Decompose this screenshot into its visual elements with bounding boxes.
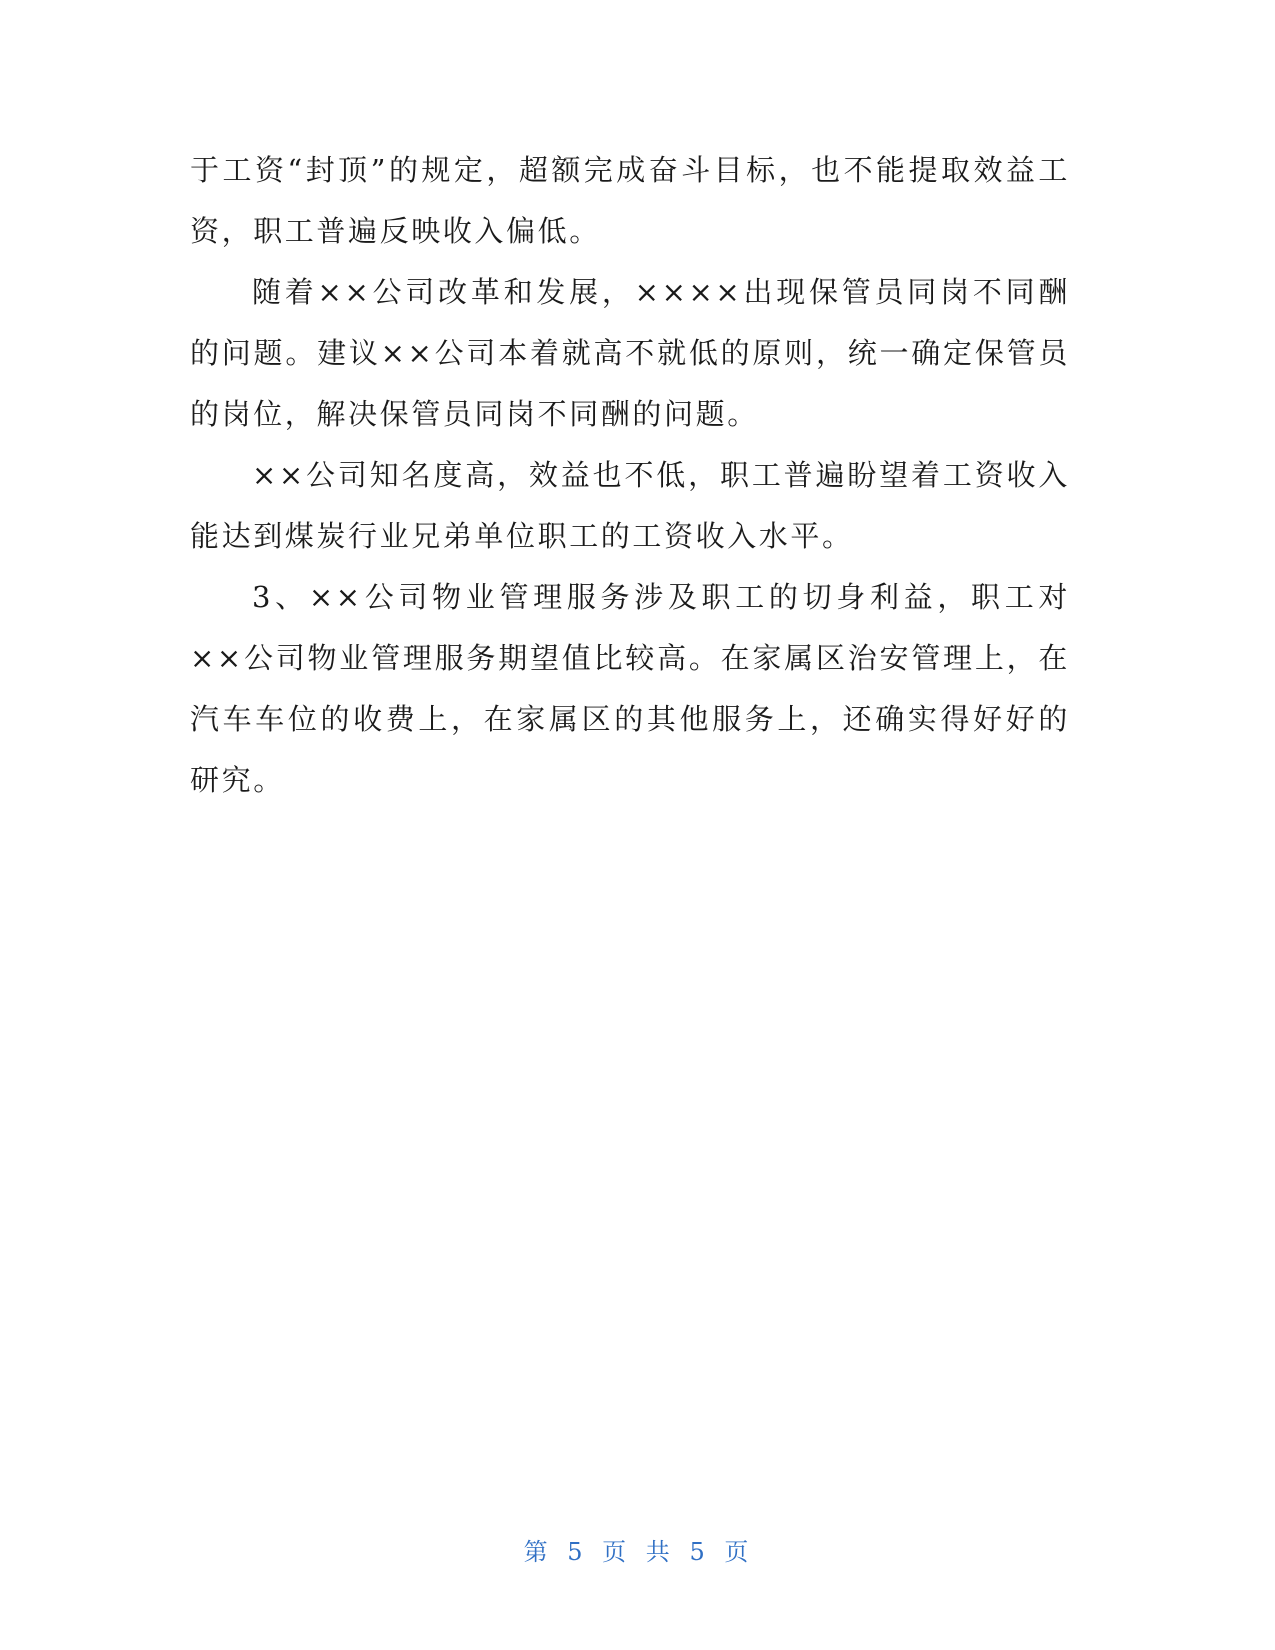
paragraph-3: ××公司知名度高，效益也不低，职工普遍盼望着工资收入能达到煤炭行业兄弟单位职工的工资收入水平。	[190, 458, 1070, 553]
page-number-footer: 第 5 页 共 5 页	[523, 1538, 752, 1566]
document-body	[190, 140, 1070, 811]
paragraph-1: 于工资“封顶”的规定，超额完成奋斗目标，也不能提取效益工资，职工普遍反映收入偏低。	[190, 153, 1070, 248]
paragraph-2: 随着××公司改革和发展，××××出现保管员同岗不同酬的问题。建议××公司本着就高不就低的原则，统一确定保管员的岗位，解决保管员同岗不同酬的问题。	[190, 275, 1070, 431]
paragraph-4: 3、××公司物业管理服务涉及职工的切身利益，职工对××公司物业管理服务期望值比较高。在家属区治安管理上，在汽车车位的收费上，在家属区的其他服务上，还确实得好好的研究。	[190, 580, 1070, 797]
